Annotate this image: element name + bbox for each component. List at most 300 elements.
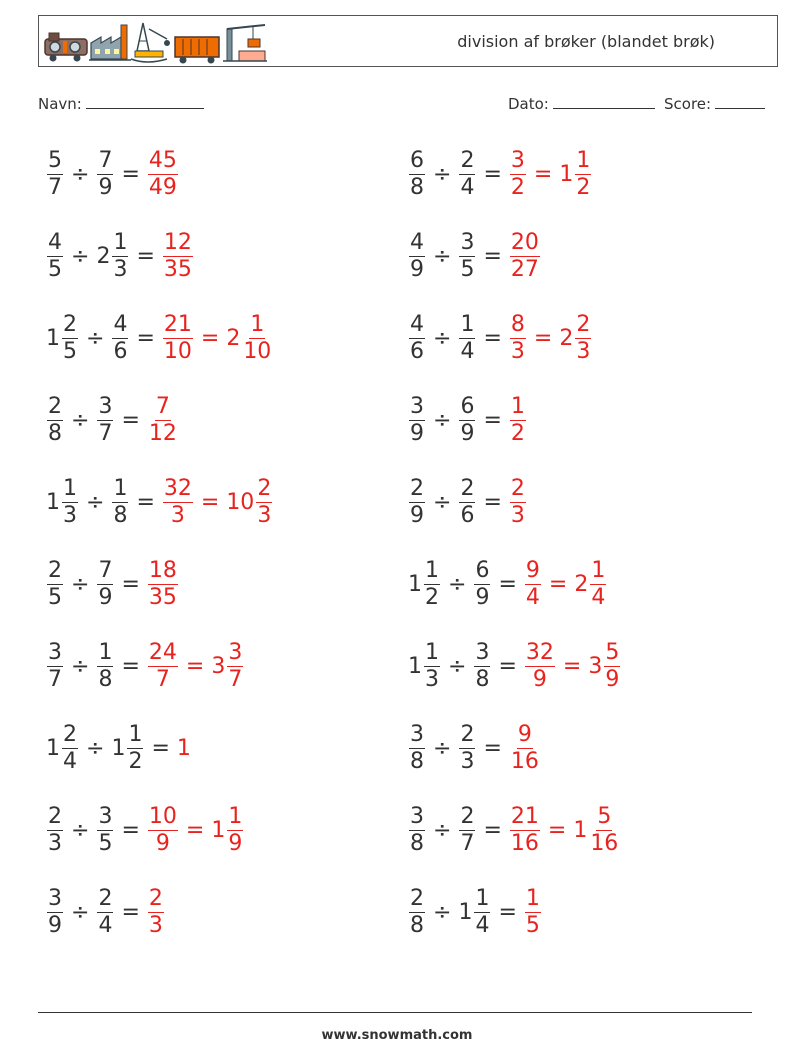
- equals-sign: =: [483, 817, 502, 843]
- numerator: 2: [63, 721, 77, 747]
- numerator: 7: [98, 147, 113, 173]
- answer: [177, 736, 192, 761]
- denominator: 5: [98, 830, 113, 856]
- fraction: [589, 804, 619, 857]
- fraction: [163, 230, 193, 283]
- mixed-number: [408, 148, 426, 201]
- fraction: [97, 148, 113, 201]
- answer: [509, 722, 541, 775]
- mixed-number: [211, 640, 244, 693]
- equals-sign: =: [498, 899, 517, 925]
- mixed-number: [162, 476, 194, 529]
- denominator: 2: [128, 748, 143, 774]
- whole-part: 1: [573, 817, 588, 843]
- problem-7: [46, 390, 179, 450]
- denominator: 9: [48, 912, 62, 938]
- denominator: 9: [228, 830, 243, 856]
- fraction: [148, 804, 178, 857]
- problem-20: [408, 882, 542, 942]
- footer-divider: [38, 1012, 752, 1013]
- fraction: [256, 476, 272, 529]
- denominator: 49: [148, 174, 177, 200]
- numerator: 32: [163, 475, 192, 501]
- mixed-number: [408, 476, 426, 529]
- numerator: 3: [48, 639, 62, 665]
- numerator: 1: [525, 885, 540, 911]
- numerator: 1: [228, 803, 243, 829]
- problem-18: [408, 800, 620, 860]
- denominator: 7: [155, 666, 170, 692]
- fraction: [227, 640, 243, 693]
- fraction: [510, 312, 526, 365]
- numerator: 3: [475, 639, 490, 665]
- problem-6: [408, 308, 592, 368]
- problem-15: [46, 718, 192, 778]
- numerator: 2: [98, 885, 113, 911]
- denominator: 9: [532, 666, 547, 692]
- mixed-number: [458, 230, 476, 283]
- denominator: 16: [590, 830, 619, 856]
- mixed-number: [408, 886, 426, 939]
- mixed-number: [147, 640, 179, 693]
- denominator: 2: [425, 584, 439, 610]
- fraction: [510, 804, 540, 857]
- fraction: [242, 312, 272, 365]
- denominator: 4: [63, 748, 77, 774]
- fraction: [459, 722, 475, 775]
- fraction: [148, 394, 178, 447]
- numerator: 2: [460, 803, 475, 829]
- fraction: [47, 148, 63, 201]
- whole-part: 1: [408, 653, 422, 679]
- fraction: [424, 640, 440, 693]
- mixed-number: [408, 804, 426, 857]
- denominator: 2: [510, 174, 525, 200]
- denominator: 3: [113, 256, 128, 282]
- equals-sign: =: [547, 817, 567, 843]
- fraction: [525, 886, 541, 939]
- equals-sign: =: [483, 161, 502, 187]
- mixed-number: [111, 722, 144, 775]
- whole-part: 1: [559, 161, 574, 187]
- whole-part: 2: [96, 243, 111, 269]
- denominator: 4: [460, 174, 475, 200]
- numerator: 3: [228, 639, 243, 665]
- denominator: 12: [148, 420, 177, 446]
- fraction: [510, 230, 540, 283]
- equals-sign: =: [562, 653, 582, 679]
- numerator: 4: [410, 311, 424, 337]
- denominator: 6: [113, 338, 128, 364]
- mixed-number: [509, 476, 527, 529]
- mixed-number: [559, 148, 592, 201]
- answer: [524, 640, 621, 693]
- numerator: 2: [576, 311, 591, 337]
- denominator: 3: [510, 338, 525, 364]
- numerator: 1: [591, 557, 606, 583]
- numerator: 3: [98, 393, 113, 419]
- denominator: 5: [63, 338, 77, 364]
- mixed-number: [96, 640, 114, 693]
- denominator: 5: [48, 584, 62, 610]
- denominator: 3: [510, 502, 525, 528]
- numerator: 2: [460, 147, 475, 173]
- mixed-number: [147, 558, 179, 611]
- divide-sign: ÷: [71, 571, 90, 597]
- denominator: 6: [410, 338, 424, 364]
- numerator: 4: [48, 229, 62, 255]
- equals-sign: =: [121, 817, 140, 843]
- equals-sign: =: [498, 571, 517, 597]
- numerator: 3: [410, 393, 424, 419]
- mixed-number: [46, 476, 79, 529]
- numerator: 20: [510, 229, 539, 255]
- fraction: [590, 558, 606, 611]
- denominator: 6: [460, 502, 475, 528]
- denominator: 9: [98, 584, 113, 610]
- fraction: [459, 804, 475, 857]
- numerator: 1: [425, 639, 439, 665]
- answer: [147, 558, 179, 611]
- fraction: [510, 722, 540, 775]
- mixed-number: [559, 312, 592, 365]
- whole-part: 1: [46, 735, 60, 761]
- logo-strip: [43, 19, 269, 65]
- problem-17: [46, 800, 244, 860]
- fraction: [47, 394, 63, 447]
- worksheet-title: division af brøker (blandet brøk): [457, 32, 715, 51]
- fraction: [409, 886, 425, 939]
- fraction: [459, 230, 475, 283]
- mixed-number: [46, 886, 64, 939]
- numerator: 4: [410, 229, 424, 255]
- footer-url: www.snowmath.com: [321, 1028, 473, 1043]
- problem-16: [408, 718, 541, 778]
- denominator: 3: [48, 830, 62, 856]
- mixed-number: [408, 722, 426, 775]
- fraction: [148, 886, 164, 939]
- fraction: [127, 722, 143, 775]
- numerator: 6: [410, 147, 424, 173]
- header-box: [38, 15, 778, 67]
- fraction: [148, 640, 178, 693]
- mixed-number: [408, 558, 441, 611]
- answer: [509, 804, 620, 857]
- numerator: 2: [63, 311, 77, 337]
- whole-part: 2: [559, 325, 574, 351]
- numerator: 1: [460, 311, 475, 337]
- fraction: [575, 148, 591, 201]
- fraction: [474, 640, 490, 693]
- mixed-number: [408, 230, 426, 283]
- divide-sign: ÷: [433, 899, 452, 925]
- fraction: [409, 722, 425, 775]
- denominator: 9: [605, 666, 620, 692]
- denominator: 2: [510, 420, 525, 446]
- denominator: 35: [148, 584, 177, 610]
- mixed-number: [147, 804, 179, 857]
- whole-part: 2: [574, 571, 589, 597]
- denominator: 7: [460, 830, 475, 856]
- name-blank[interactable]: [86, 94, 204, 109]
- fraction: [163, 312, 193, 365]
- fraction: [459, 312, 475, 365]
- numerator: 5: [605, 639, 620, 665]
- answer: [147, 148, 179, 201]
- mixed-number: [46, 722, 79, 775]
- problem-5: [46, 308, 273, 368]
- mixed-number: [473, 640, 491, 693]
- fraction: [148, 148, 178, 201]
- fraction: [424, 558, 440, 611]
- denominator: 4: [98, 912, 113, 938]
- equals-sign: =: [121, 161, 140, 187]
- denominator: 4: [591, 584, 606, 610]
- mixed-number: [408, 640, 441, 693]
- answer: [147, 394, 179, 447]
- date-field: [508, 94, 655, 113]
- fraction: [459, 476, 475, 529]
- mixed-number: [147, 886, 165, 939]
- fraction: [409, 230, 425, 283]
- whole-part: 1: [408, 571, 422, 597]
- denominator: 5: [460, 256, 475, 282]
- fraction: [575, 312, 591, 365]
- numerator: 2: [257, 475, 272, 501]
- mixed-number: [96, 230, 129, 283]
- problem-12: [408, 554, 607, 614]
- mixed-number: [96, 558, 114, 611]
- answer: [147, 804, 244, 857]
- problem-3: [46, 226, 194, 286]
- denominator: 7: [48, 666, 62, 692]
- mixed-number: [111, 476, 129, 529]
- equals-sign: =: [498, 653, 517, 679]
- date-blank[interactable]: [553, 94, 655, 109]
- numerator: 2: [460, 475, 475, 501]
- fraction: [62, 722, 78, 775]
- divide-sign: ÷: [448, 571, 467, 597]
- numerator: 1: [113, 229, 128, 255]
- mixed-number: [458, 394, 476, 447]
- equals-sign: =: [136, 489, 155, 515]
- denominator: 3: [460, 748, 475, 774]
- mixed-number: [458, 804, 476, 857]
- equals-sign: =: [483, 243, 502, 269]
- problem-11: [46, 554, 179, 614]
- whole-part: 3: [588, 653, 603, 679]
- denominator: 9: [410, 502, 424, 528]
- problem-2: [408, 144, 592, 204]
- equals-sign: =: [483, 325, 502, 351]
- equals-sign: =: [151, 735, 170, 761]
- numerator: 3: [48, 885, 62, 911]
- mixed-number: [46, 640, 64, 693]
- answer: [524, 886, 542, 939]
- mixed-number: [458, 312, 476, 365]
- fraction: [112, 312, 128, 365]
- denominator: 7: [228, 666, 243, 692]
- denominator: 5: [525, 912, 540, 938]
- fraction: [510, 394, 526, 447]
- fraction: [112, 476, 128, 529]
- denominator: 3: [148, 912, 163, 938]
- equals-sign: =: [121, 407, 140, 433]
- divide-sign: ÷: [71, 653, 90, 679]
- mixed-number: [524, 640, 556, 693]
- denominator: 35: [163, 256, 192, 282]
- numerator: 2: [410, 885, 424, 911]
- equals-sign: =: [483, 735, 502, 761]
- fraction: [47, 640, 63, 693]
- problem-13: [46, 636, 244, 696]
- answer: [509, 394, 527, 447]
- fraction: [604, 640, 620, 693]
- denominator: 3: [576, 338, 591, 364]
- problem-4: [408, 226, 541, 286]
- divide-sign: ÷: [433, 161, 452, 187]
- denominator: 16: [510, 830, 539, 856]
- mixed-number: [46, 558, 64, 611]
- numerator: 1: [576, 147, 591, 173]
- numerator: 21: [163, 311, 192, 337]
- fraction: [47, 886, 63, 939]
- denominator: 8: [410, 748, 424, 774]
- denominator: 3: [257, 502, 272, 528]
- mixed-number: [509, 230, 541, 283]
- whole-part: 1: [211, 817, 226, 843]
- divide-sign: ÷: [86, 325, 105, 351]
- mixed-number: [147, 148, 179, 201]
- problem-10: [408, 472, 527, 532]
- numerator: 2: [48, 803, 62, 829]
- whole-part: 10: [226, 489, 255, 515]
- mixed-number: [96, 804, 114, 857]
- equals-sign: =: [136, 325, 155, 351]
- mixed-number: [473, 558, 491, 611]
- mixed-number: [408, 312, 426, 365]
- mixed-number: [46, 804, 64, 857]
- numerator: 18: [148, 557, 177, 583]
- answer: [524, 558, 607, 611]
- name-field: [38, 94, 204, 113]
- numerator: 10: [148, 803, 177, 829]
- denominator: 8: [410, 174, 424, 200]
- mixed-number: [458, 148, 476, 201]
- fraction: [409, 476, 425, 529]
- mixed-number: [226, 312, 273, 365]
- fraction: [97, 804, 113, 857]
- score-blank[interactable]: [715, 94, 765, 109]
- divide-sign: ÷: [433, 407, 452, 433]
- whole-part: 1: [111, 735, 126, 761]
- fraction: [510, 476, 526, 529]
- denominator: 8: [410, 830, 424, 856]
- mixed-number: [46, 312, 79, 365]
- equals-sign: =: [548, 571, 568, 597]
- problem-14: [408, 636, 621, 696]
- mixed-number: [46, 148, 64, 201]
- divide-sign: ÷: [448, 653, 467, 679]
- score-field: [664, 94, 765, 113]
- denominator: 10: [243, 338, 272, 364]
- numerator: 4: [113, 311, 128, 337]
- denominator: 7: [98, 420, 113, 446]
- train-icon: [45, 33, 87, 62]
- mixed-number: [524, 886, 542, 939]
- mixed-number: [177, 736, 192, 761]
- mixed-number: [96, 886, 114, 939]
- fraction: [47, 558, 63, 611]
- answer: [147, 640, 244, 693]
- numerator: 6: [475, 557, 490, 583]
- divide-sign: ÷: [433, 243, 452, 269]
- denominator: 3: [170, 502, 185, 528]
- divide-sign: ÷: [86, 735, 105, 761]
- answer: [162, 476, 273, 529]
- mixed-number: [573, 804, 620, 857]
- fraction: [97, 394, 113, 447]
- problem-9: [46, 472, 273, 532]
- fraction: [97, 640, 113, 693]
- equals-sign: =: [136, 243, 155, 269]
- crane-icon: [223, 25, 267, 61]
- mixed-number: [96, 148, 114, 201]
- denominator: 9: [460, 420, 475, 446]
- numerator: 6: [460, 393, 475, 419]
- fraction: [459, 394, 475, 447]
- numerator: 3: [410, 803, 424, 829]
- factory-icon: [89, 25, 131, 60]
- numerator: 1: [63, 475, 77, 501]
- mixed-number: [458, 886, 491, 939]
- numerator: 24: [148, 639, 177, 665]
- freight-wagon-icon: [175, 37, 219, 64]
- mixed-number: [46, 394, 64, 447]
- mixed-number: [46, 230, 64, 283]
- equals-sign: =: [533, 325, 553, 351]
- whole-part: 3: [211, 653, 226, 679]
- denominator: 9: [155, 830, 170, 856]
- fraction: [62, 312, 78, 365]
- numerator: 32: [525, 639, 554, 665]
- fraction: [409, 394, 425, 447]
- answer: [509, 230, 541, 283]
- divide-sign: ÷: [433, 735, 452, 761]
- numerator: 1: [98, 639, 113, 665]
- numerator: 5: [48, 147, 62, 173]
- denominator: 8: [410, 912, 424, 938]
- mixed-number: [509, 394, 527, 447]
- divide-sign: ÷: [86, 489, 105, 515]
- equals-sign: =: [121, 899, 140, 925]
- equals-sign: =: [200, 325, 220, 351]
- mixed-number: [458, 722, 476, 775]
- divide-sign: ÷: [71, 817, 90, 843]
- equals-sign: =: [185, 653, 205, 679]
- numerator: 12: [163, 229, 192, 255]
- divide-sign: ÷: [71, 407, 90, 433]
- denominator: 4: [525, 584, 540, 610]
- denominator: 10: [163, 338, 192, 364]
- fraction: [459, 148, 475, 201]
- answer: [509, 476, 527, 529]
- denominator: 4: [460, 338, 475, 364]
- name-label: Navn:: [38, 95, 82, 113]
- mixed-number: [588, 640, 621, 693]
- denominator: 8: [113, 502, 128, 528]
- problem-19: [46, 882, 165, 942]
